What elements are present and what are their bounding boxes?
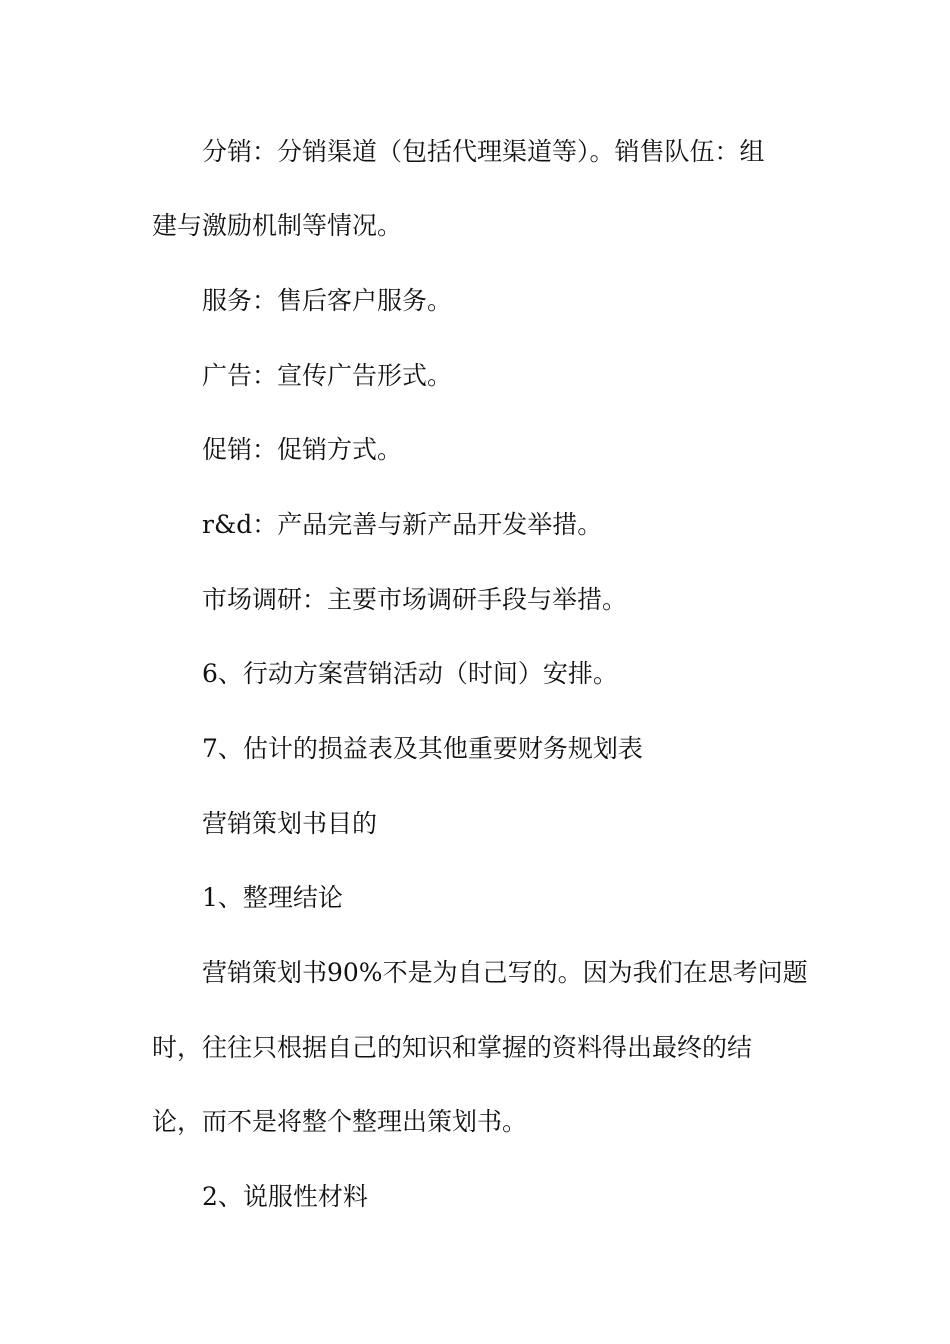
paragraph-promotion: 促销：促销方式。 bbox=[202, 435, 403, 464]
paragraph-conclusion-line-1: 营销策划书90%不是为自己写的。因为我们在思考问题 bbox=[202, 958, 808, 987]
paragraph-distribution-line-2: 建与激励机制等情况。 bbox=[152, 211, 403, 240]
paragraph-distribution-line-1: 分销：分销渠道（包括代理渠道等）。销售队伍：组 bbox=[202, 137, 765, 166]
list-item-conclusion: 1、整理结论 bbox=[202, 883, 343, 912]
paragraph-conclusion-line-2: 时，往往只根据自己的知识和掌握的资料得出最终的结 bbox=[152, 1033, 753, 1062]
section-heading-purpose: 营销策划书目的 bbox=[202, 809, 378, 838]
paragraph-rnd: r&d：产品完善与新产品开发举措。 bbox=[202, 510, 603, 539]
paragraph-market-research: 市场调研：主要市场调研手段与举措。 bbox=[202, 585, 628, 614]
list-item-financial-plan: 7、估计的损益表及其他重要财务规划表 bbox=[202, 734, 643, 763]
list-item-action-plan: 6、行动方案营销活动（时间）安排。 bbox=[202, 659, 618, 688]
paragraph-service: 服务：售后客户服务。 bbox=[202, 286, 453, 315]
paragraph-conclusion-line-3: 论，而不是将整个整理出策划书。 bbox=[152, 1107, 528, 1136]
list-item-persuasive-material: 2、说服性材料 bbox=[202, 1182, 368, 1211]
paragraph-advertising: 广告：宣传广告形式。 bbox=[202, 361, 453, 390]
